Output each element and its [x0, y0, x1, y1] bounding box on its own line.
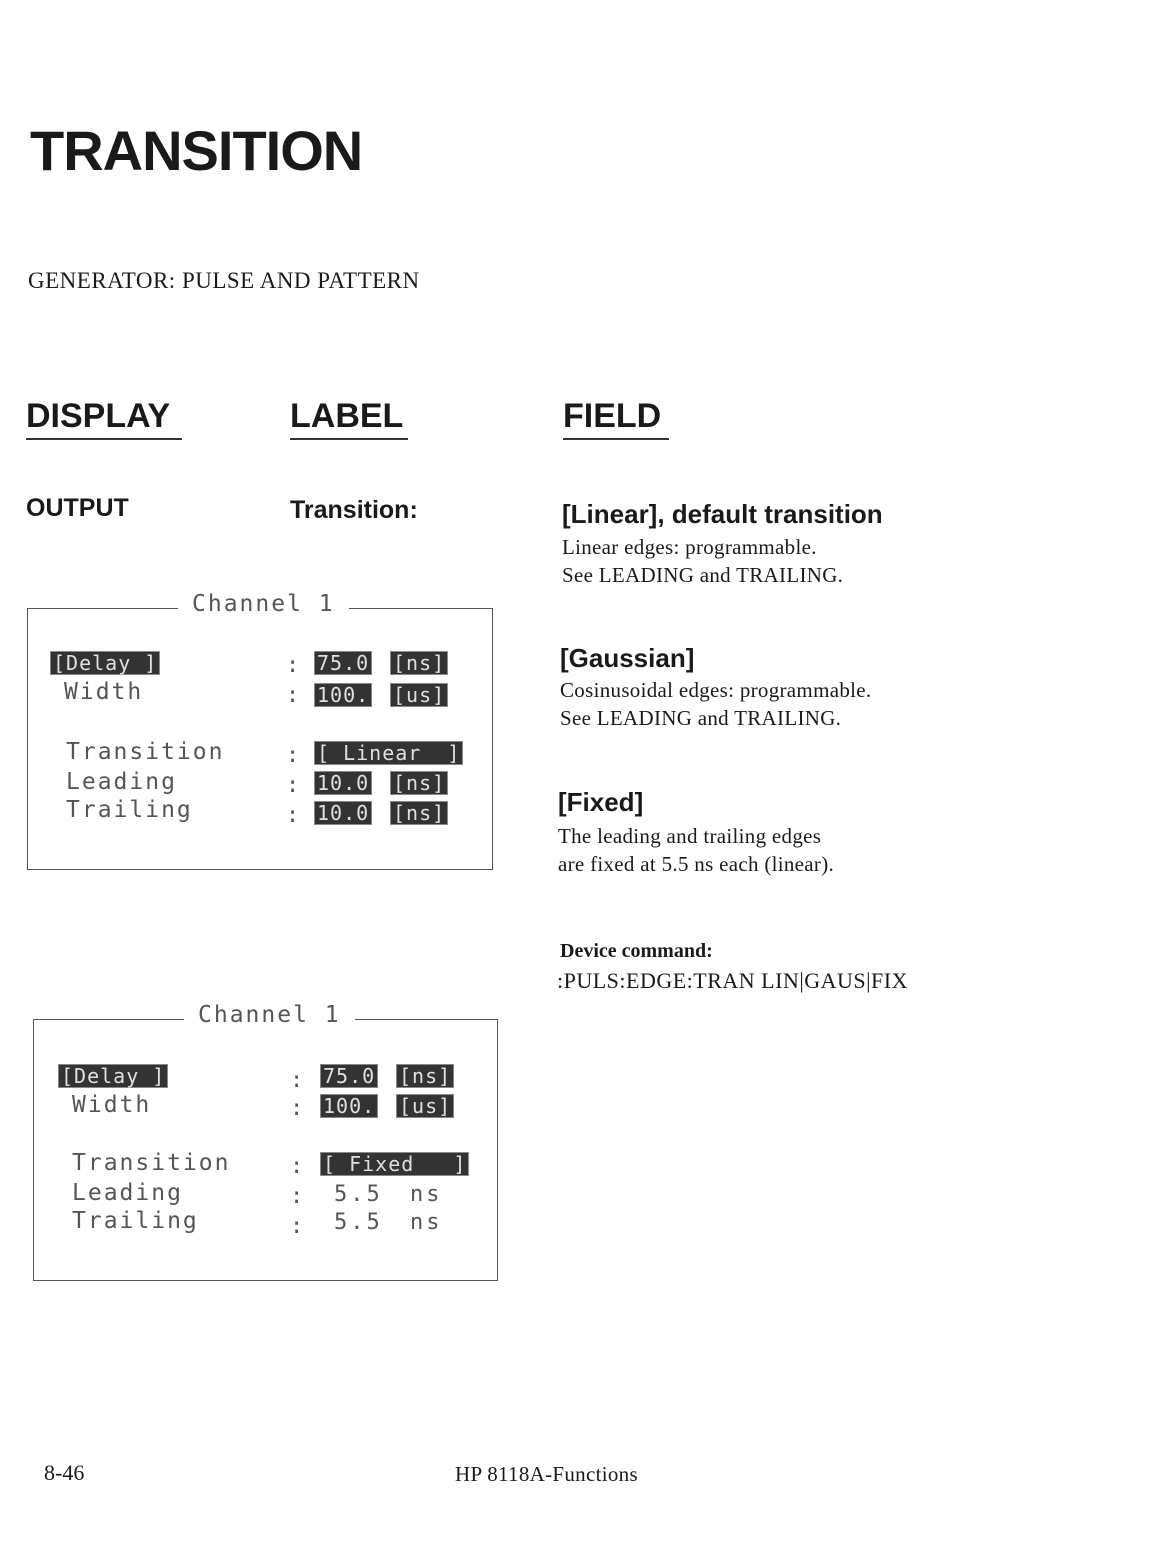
colon: : [286, 803, 300, 828]
width-value: 100. [320, 1094, 378, 1118]
option-linear-title: [Linear], default transition [562, 499, 883, 529]
colon: : [290, 1154, 304, 1179]
column-header-display: DISPLAY [26, 396, 182, 440]
column-header-field: FIELD [563, 396, 669, 440]
label-transition-value: Transition: [290, 496, 418, 524]
colon: : [286, 743, 300, 768]
option-fixed-title: [Fixed] [558, 787, 644, 817]
delay-value: 75.0 [320, 1064, 378, 1088]
option-fixed-line: The leading and trailing edges [558, 824, 822, 848]
footer-document-title: HP 8118A-Functions [455, 1462, 638, 1486]
colon: : [286, 773, 300, 798]
colon: : [290, 1096, 304, 1121]
device-command-text: :PULS:EDGE:TRAN LIN|GAUS|FIX [557, 968, 908, 993]
colon: : [290, 1068, 304, 1093]
transition-label: Transition [72, 1150, 231, 1176]
delay-unit: [ns] [396, 1064, 454, 1088]
leading-label: Leading [66, 769, 177, 795]
footer-page-number: 8-46 [44, 1460, 85, 1485]
width-label: Width [64, 679, 144, 705]
channel-title: Channel 1 [178, 591, 349, 617]
trailing-unit: ns [410, 1210, 443, 1235]
trailing-label: Trailing [72, 1208, 199, 1234]
channel-screen-fixed [33, 1002, 498, 1281]
column-header-label: LABEL [290, 396, 408, 440]
colon: : [286, 653, 300, 678]
channel-title: Channel 1 [184, 1002, 355, 1028]
device-command-label: Device command: [560, 940, 713, 962]
delay-label: [Delay ] [50, 651, 160, 675]
option-gaussian-title: [Gaussian] [560, 643, 695, 673]
channel-screen-linear [27, 591, 493, 870]
leading-label: Leading [72, 1180, 183, 1206]
leading-value: 10.0 [314, 771, 372, 795]
width-label: Width [72, 1092, 152, 1118]
page-title: TRANSITION [30, 119, 363, 182]
leading-unit: [ns] [390, 771, 448, 795]
option-linear-description [562, 533, 843, 589]
option-linear-line: Linear edges: programmable. [562, 535, 817, 559]
trailing-value: 5.5 [334, 1210, 383, 1235]
delay-unit: [ns] [390, 651, 448, 675]
option-fixed-line: are fixed at 5.5 ns each (linear). [558, 852, 835, 876]
delay-label: [Delay ] [58, 1064, 168, 1088]
colon: : [290, 1184, 304, 1209]
option-fixed-description [558, 822, 834, 878]
option-gaussian-line: Cosinusoidal edges: programmable. [560, 678, 872, 702]
option-gaussian-description [560, 676, 871, 732]
transition-value: [ Linear ] [314, 741, 463, 765]
width-unit: [us] [396, 1094, 454, 1118]
transition-label: Transition [66, 739, 225, 765]
trailing-label: Trailing [66, 797, 193, 823]
leading-value: 5.5 [334, 1182, 383, 1207]
option-linear-line: See LEADING and TRAILING. [562, 563, 844, 587]
trailing-value: 10.0 [314, 801, 372, 825]
delay-value: 75.0 [314, 651, 372, 675]
trailing-unit: [ns] [390, 801, 448, 825]
option-gaussian-line: See LEADING and TRAILING. [560, 706, 842, 730]
width-unit: [us] [390, 683, 448, 707]
colon: : [286, 683, 300, 708]
transition-value: [ Fixed ] [320, 1152, 469, 1176]
colon: : [290, 1214, 304, 1239]
leading-unit: ns [410, 1182, 443, 1207]
width-value: 100. [314, 683, 372, 707]
generator-subtitle: GENERATOR: PULSE AND PATTERN [28, 268, 420, 293]
display-output-value: OUTPUT [26, 494, 129, 522]
